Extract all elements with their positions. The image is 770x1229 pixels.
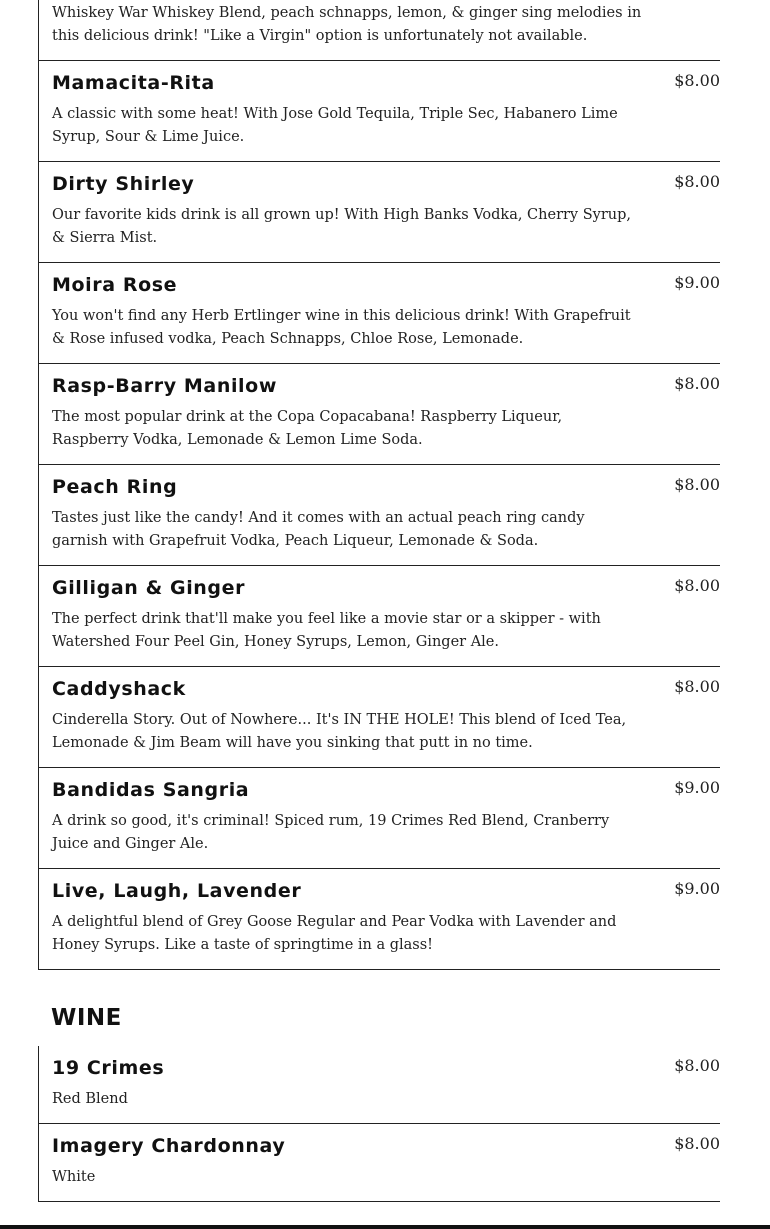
item-price: $8.00 <box>674 677 720 696</box>
item-name: 19 Crimes <box>52 1057 165 1079</box>
menu-item[interactable] <box>39 465 720 566</box>
menu-item[interactable] <box>39 61 720 162</box>
item-description: A classic with some heat! With Jose Gold Tequila, Triple Sec, Habanero Lime Syrup, Sour & Lime Juice. <box>52 106 618 145</box>
item-name: Gilligan & Ginger <box>52 577 246 599</box>
wine-section <box>38 1046 720 1202</box>
item-price: $8.00 <box>674 172 720 191</box>
item-name: Mamacita-Rita <box>52 72 215 94</box>
menu-item[interactable] <box>39 566 720 667</box>
item-name: Imagery Chardonnay <box>52 1135 286 1157</box>
item-name: Live, Laugh, Lavender <box>52 880 302 902</box>
item-description: Red Blend <box>52 1091 128 1107</box>
menu-item[interactable] <box>39 667 720 768</box>
item-price: $9.00 <box>674 273 720 292</box>
item-price: $8.00 <box>674 71 720 90</box>
menu-item[interactable] <box>39 869 720 970</box>
item-name: Peach Ring <box>52 476 178 498</box>
item-description: The perfect drink that'll make you feel like a movie star or a skipper - with Watershed Four Peel Gin, Honey Syrups, Lemon, Ginger Ale. <box>52 611 601 650</box>
item-description: Tastes just like the candy! And it comes with an actual peach ring candy garnish with Grapefruit Vodka, Peach Liqueur, Lemonade & Soda. <box>52 510 585 549</box>
menu-item[interactable] <box>39 1046 720 1124</box>
item-name: Dirty Shirley <box>52 173 195 195</box>
item-name: Rasp-Barry Manilow <box>52 375 277 397</box>
item-name: Caddyshack <box>52 678 186 700</box>
item-name: Bandidas Sangria <box>52 779 250 801</box>
menu-item-partial <box>39 0 720 61</box>
menu-item[interactable] <box>39 768 720 869</box>
menu-item[interactable] <box>39 162 720 263</box>
menu-item[interactable] <box>39 1124 720 1202</box>
menu-item[interactable] <box>39 263 720 364</box>
item-price: $8.00 <box>674 374 720 393</box>
item-price: $8.00 <box>674 576 720 595</box>
item-description: A drink so good, it's criminal! Spiced rum, 19 Crimes Red Blend, Cranberry Juice and Ginger Ale. <box>52 813 610 852</box>
item-price: $8.00 <box>674 1056 720 1075</box>
item-price: $8.00 <box>674 475 720 494</box>
cocktails-section <box>38 0 720 970</box>
item-description: White <box>52 1169 96 1185</box>
item-price: $9.00 <box>674 879 720 898</box>
wine-section-title: WINE <box>51 1005 122 1031</box>
item-price: $9.00 <box>674 778 720 797</box>
item-description: Cinderella Story. Out of Nowhere... It's IN THE HOLE! This blend of Iced Tea, Lemonade & Jim Beam will have you sinking that putt in no time. <box>52 712 627 751</box>
menu-item[interactable] <box>39 364 720 465</box>
item-description: The most popular drink at the Copa Copacabana! Raspberry Liqueur, Raspberry Vodka, Lemonade & Lemon Lime Soda. <box>52 409 563 448</box>
item-description: Our favorite kids drink is all grown up! With High Banks Vodka, Cherry Syrup, & Sierra Mist. <box>52 207 632 246</box>
item-price: $8.00 <box>674 1134 720 1153</box>
item-description: Whiskey War Whiskey Blend, peach schnapps, lemon, & ginger sing melodies in this delicious drink! "Like a Virgin" option is unfortunately not available. <box>52 5 642 44</box>
item-description: You won't find any Herb Ertlinger wine in this delicious drink! With Grapefruit & Rose infused vodka, Peach Schnapps, Chloe Rose, Lemonade. <box>52 308 631 347</box>
item-name: Moira Rose <box>52 274 178 296</box>
bottom-bar <box>0 1225 770 1229</box>
item-description: A delightful blend of Grey Goose Regular and Pear Vodka with Lavender and Honey Syrups. Like a taste of springtime in a glass! <box>52 914 617 953</box>
